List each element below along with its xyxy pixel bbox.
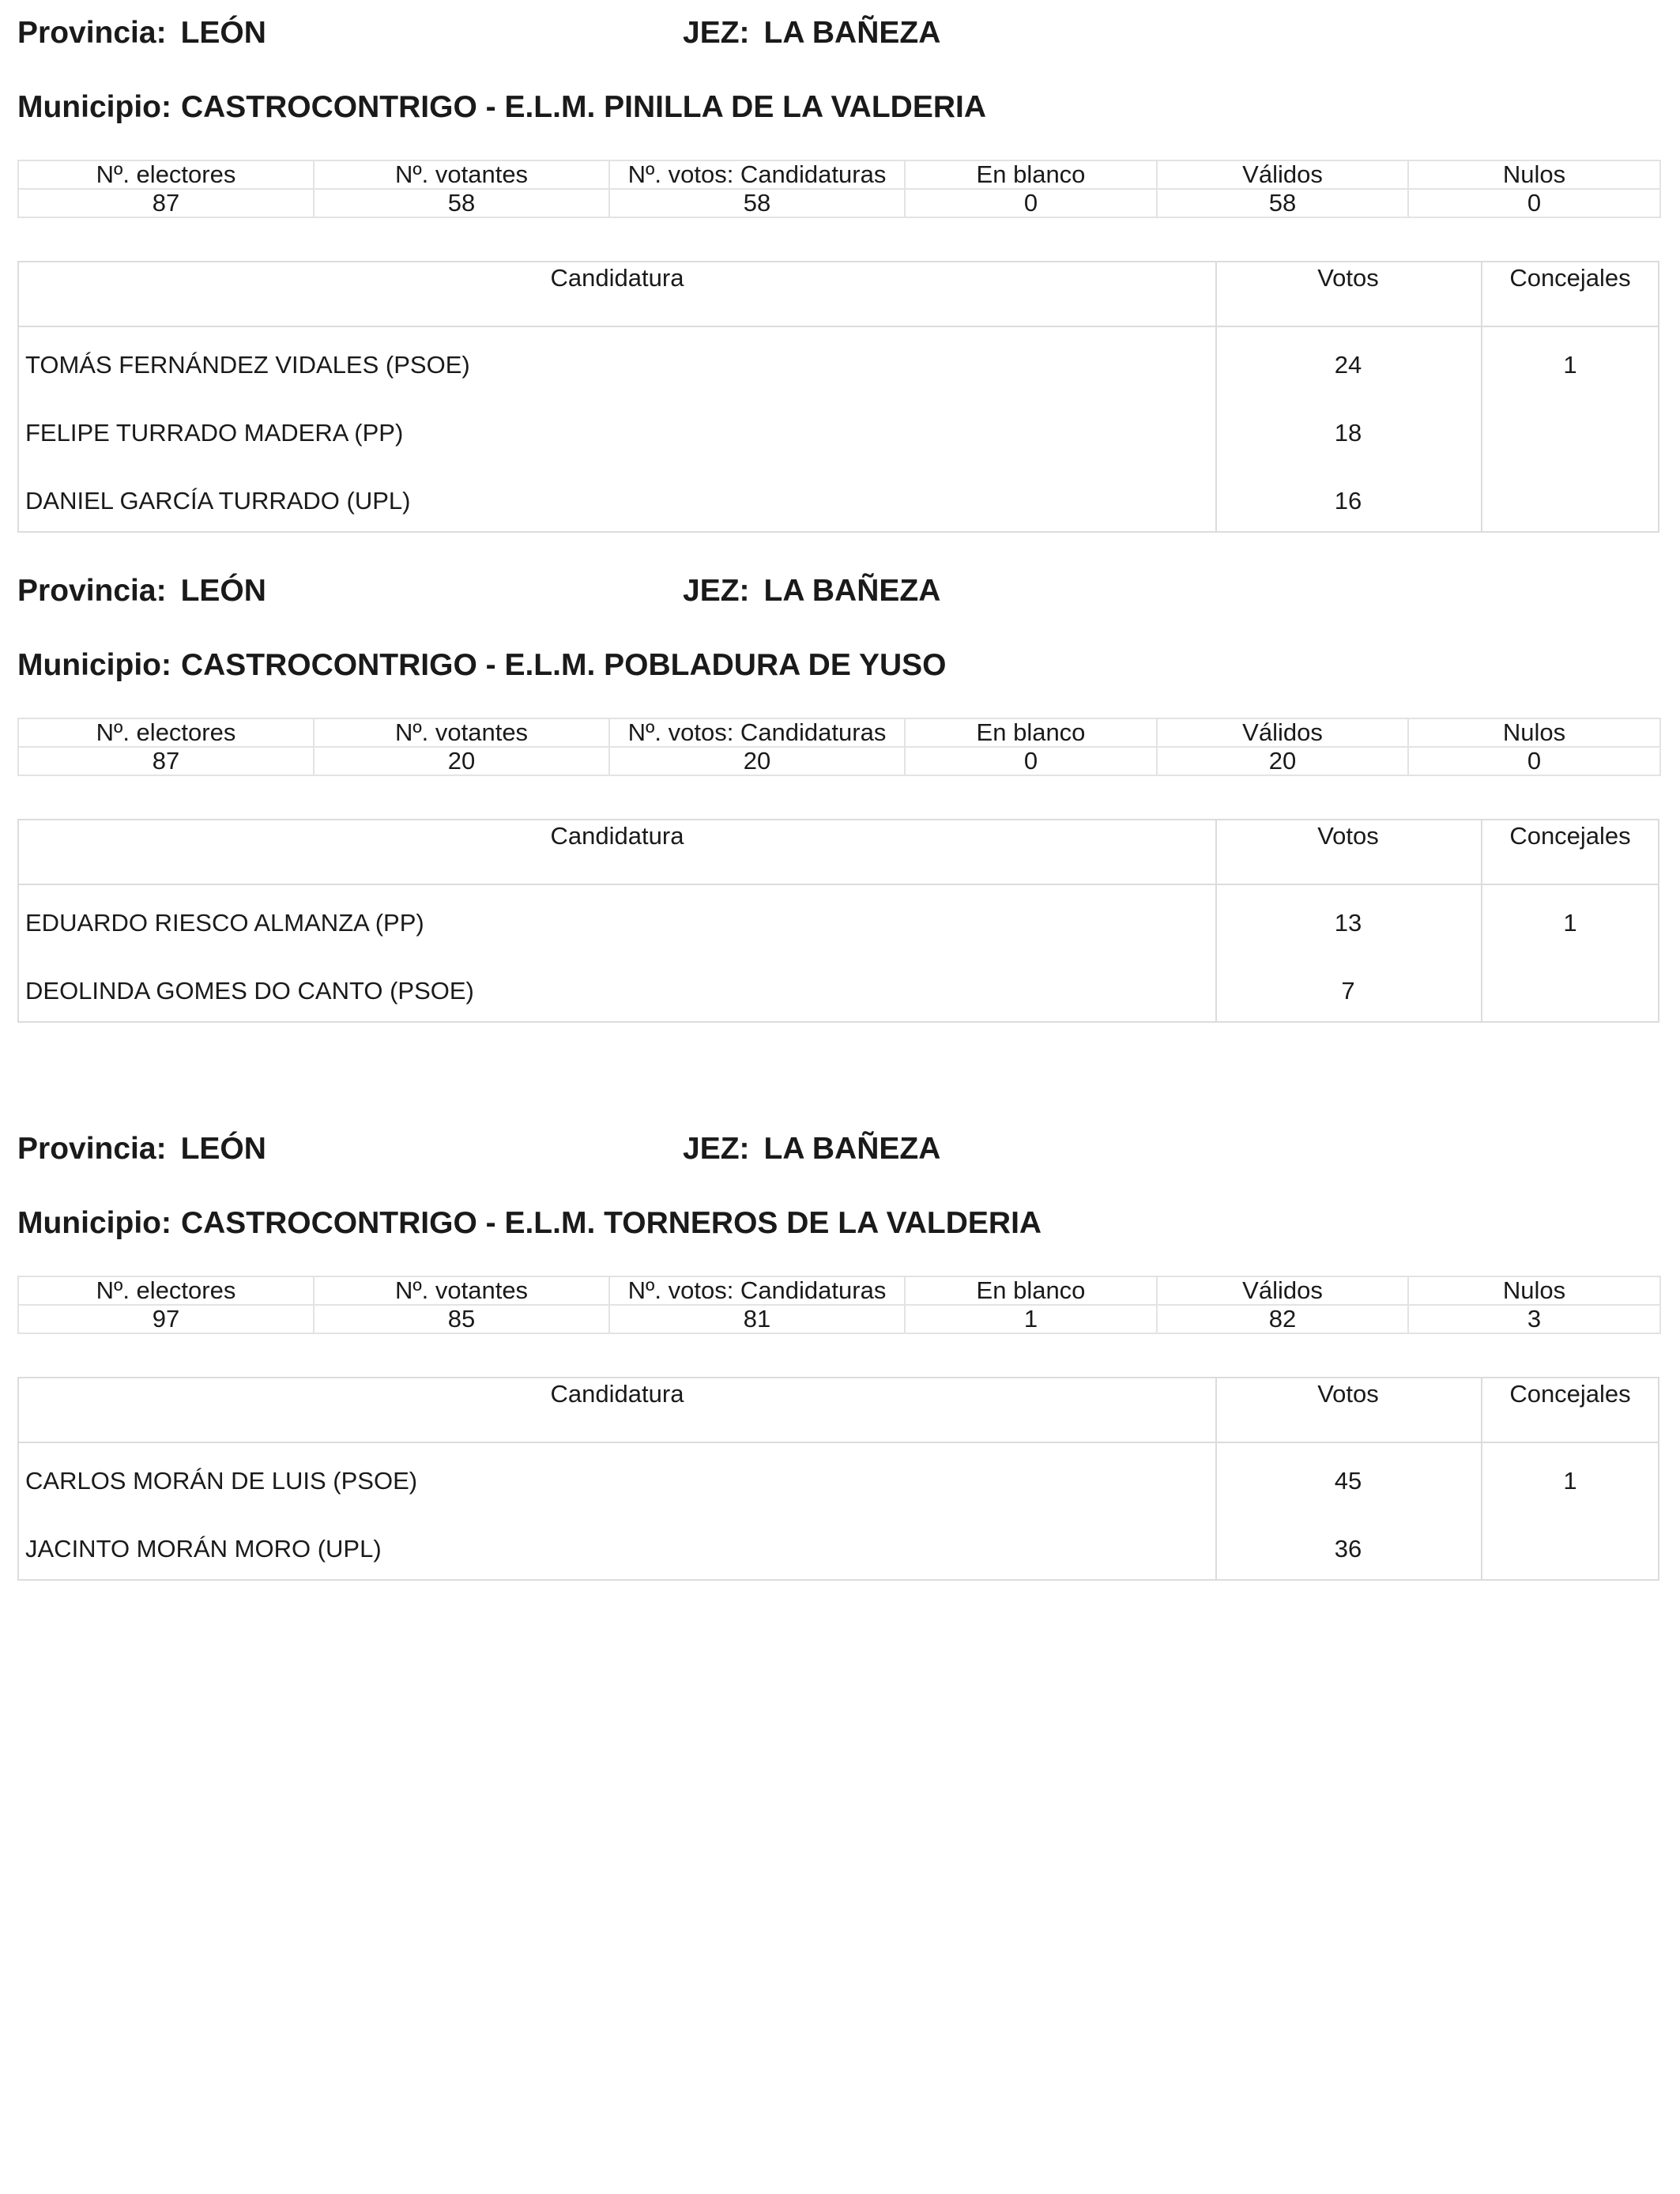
- summary-value: 81: [609, 1305, 905, 1333]
- candidate-concejales: 1: [1563, 1467, 1577, 1495]
- candidate-concejales: 1: [1563, 351, 1577, 379]
- header-votos: Votos: [1317, 1380, 1379, 1408]
- column-divider: [1481, 820, 1482, 884]
- table-row: [19, 953, 1658, 1021]
- table-row: [19, 1443, 1658, 1511]
- jez-line: [683, 574, 940, 609]
- summary-value: 82: [1157, 1305, 1408, 1333]
- candidate-name: EDUARDO RIESCO ALMANZA (PP): [25, 909, 424, 937]
- table-row: [19, 1511, 1658, 1579]
- header-concejales: Concejales: [1509, 1380, 1631, 1408]
- summary-header: Válidos: [1157, 1276, 1408, 1305]
- summary-value-row: [18, 1305, 1660, 1333]
- header-votos: Votos: [1317, 264, 1379, 292]
- candidate-votes: 24: [1334, 351, 1362, 379]
- results-header-row: [19, 1378, 1658, 1443]
- summary-header: Nº. votos: Candidaturas: [609, 718, 905, 747]
- jez-value: LA BAÑEZA: [763, 16, 941, 50]
- jez-line: [683, 16, 940, 51]
- municipio-label: Municipio:: [17, 648, 171, 682]
- summary-value: 20: [314, 747, 609, 775]
- jez-label: JEZ:: [683, 574, 750, 608]
- column-divider: [1481, 1378, 1482, 1442]
- summary-value: 0: [905, 189, 1157, 217]
- column-divider: [1215, 820, 1217, 884]
- column-divider: [1215, 1378, 1217, 1442]
- candidate-votes: 13: [1334, 909, 1362, 937]
- municipio-value: CASTROCONTRIGO - E.L.M. PINILLA DE LA VALDERIA: [180, 90, 986, 124]
- candidate-name: FELIPE TURRADO MADERA (PP): [25, 419, 404, 447]
- header-concejales: Concejales: [1509, 264, 1631, 292]
- summary-header: En blanco: [905, 718, 1157, 747]
- summary-header: Nº. votos: Candidaturas: [609, 160, 905, 189]
- table-row: [19, 395, 1658, 463]
- provincia-line: [17, 574, 266, 609]
- candidate-name: DEOLINDA GOMES DO CANTO (PSOE): [25, 977, 474, 1005]
- table-row: [19, 885, 1658, 953]
- municipio-value: CASTROCONTRIGO - E.L.M. TORNEROS DE LA VALDERIA: [180, 1206, 1042, 1240]
- summary-value: 1: [905, 1305, 1157, 1333]
- summary-header: Nulos: [1408, 718, 1660, 747]
- summary-header-row: [18, 160, 1660, 189]
- summary-header: Nº. electores: [18, 718, 314, 747]
- summary-header: Nº. electores: [18, 160, 314, 189]
- provincia-line: [17, 1132, 266, 1167]
- summary-header: Nº. votantes: [314, 718, 609, 747]
- summary-header: Nulos: [1408, 1276, 1660, 1305]
- jez-line: [683, 1132, 940, 1167]
- summary-header: En blanco: [905, 1276, 1157, 1305]
- candidate-votes: 7: [1341, 977, 1355, 1005]
- candidate-name: TOMÁS FERNÁNDEZ VIDALES (PSOE): [25, 351, 470, 379]
- jez-label: JEZ:: [683, 1132, 750, 1166]
- results-header-row: [19, 262, 1658, 327]
- provincia-line: [17, 16, 266, 51]
- municipio-label: Municipio:: [17, 1206, 171, 1240]
- summary-header: Nº. votantes: [314, 1276, 609, 1305]
- candidate-concejales: 1: [1563, 909, 1577, 937]
- column-divider: [1215, 262, 1217, 326]
- summary-header: Válidos: [1157, 718, 1408, 747]
- summary-table: [17, 160, 1661, 218]
- municipio-label: Municipio:: [17, 90, 171, 124]
- summary-value: 0: [1408, 747, 1660, 775]
- summary-value: 58: [609, 189, 905, 217]
- summary-value: 87: [18, 189, 314, 217]
- summary-header: Nº. votantes: [314, 160, 609, 189]
- candidate-votes: 36: [1334, 1535, 1362, 1563]
- results-table: [17, 261, 1659, 533]
- summary-header: Nulos: [1408, 160, 1660, 189]
- column-divider: [1481, 262, 1482, 326]
- municipio-line: [17, 1206, 1042, 1241]
- summary-value: 58: [314, 189, 609, 217]
- provincia-value: LEÓN: [180, 574, 266, 608]
- candidate-name: JACINTO MORÁN MORO (UPL): [25, 1535, 382, 1563]
- summary-table: [17, 718, 1661, 776]
- summary-value: 3: [1408, 1305, 1660, 1333]
- summary-value-row: [18, 747, 1660, 775]
- header-concejales: Concejales: [1509, 822, 1631, 850]
- candidate-votes: 45: [1334, 1467, 1362, 1495]
- results-table: [17, 819, 1659, 1023]
- summary-header: Nº. electores: [18, 1276, 314, 1305]
- municipio-line: [17, 648, 947, 683]
- header-votos: Votos: [1317, 822, 1379, 850]
- summary-value: 58: [1157, 189, 1408, 217]
- results-body: [19, 885, 1658, 1021]
- candidate-votes: 16: [1334, 487, 1362, 515]
- provincia-label: Provincia:: [17, 16, 167, 50]
- provincia-value: LEÓN: [180, 1132, 266, 1166]
- jez-label: JEZ:: [683, 16, 750, 50]
- summary-value: 20: [1157, 747, 1408, 775]
- summary-header-row: [18, 718, 1660, 747]
- results-table: [17, 1377, 1659, 1581]
- municipio-line: [17, 90, 986, 125]
- table-row: [19, 463, 1658, 531]
- candidate-name: DANIEL GARCÍA TURRADO (UPL): [25, 487, 411, 515]
- header-candidatura: Candidatura: [550, 822, 684, 850]
- summary-value: 97: [18, 1305, 314, 1333]
- summary-value: 85: [314, 1305, 609, 1333]
- results-header-row: [19, 820, 1658, 885]
- header-candidatura: Candidatura: [550, 264, 684, 292]
- candidate-votes: 18: [1334, 419, 1362, 447]
- summary-value: 0: [905, 747, 1157, 775]
- jez-value: LA BAÑEZA: [763, 1132, 941, 1166]
- summary-value: 87: [18, 747, 314, 775]
- summary-value: 20: [609, 747, 905, 775]
- summary-header-row: [18, 1276, 1660, 1305]
- summary-table: [17, 1276, 1661, 1334]
- summary-header: En blanco: [905, 160, 1157, 189]
- table-row: [19, 327, 1658, 395]
- summary-value-row: [18, 189, 1660, 217]
- provincia-label: Provincia:: [17, 574, 167, 608]
- candidate-name: CARLOS MORÁN DE LUIS (PSOE): [25, 1467, 418, 1495]
- summary-header: Nº. votos: Candidaturas: [609, 1276, 905, 1305]
- provincia-label: Provincia:: [17, 1132, 167, 1166]
- summary-value: 0: [1408, 189, 1660, 217]
- summary-header: Válidos: [1157, 160, 1408, 189]
- jez-value: LA BAÑEZA: [763, 574, 941, 608]
- municipio-value: CASTROCONTRIGO - E.L.M. POBLADURA DE YUSO: [180, 648, 947, 682]
- results-body: [19, 327, 1658, 531]
- header-candidatura: Candidatura: [550, 1380, 684, 1408]
- results-body: [19, 1443, 1658, 1579]
- provincia-value: LEÓN: [180, 16, 266, 50]
